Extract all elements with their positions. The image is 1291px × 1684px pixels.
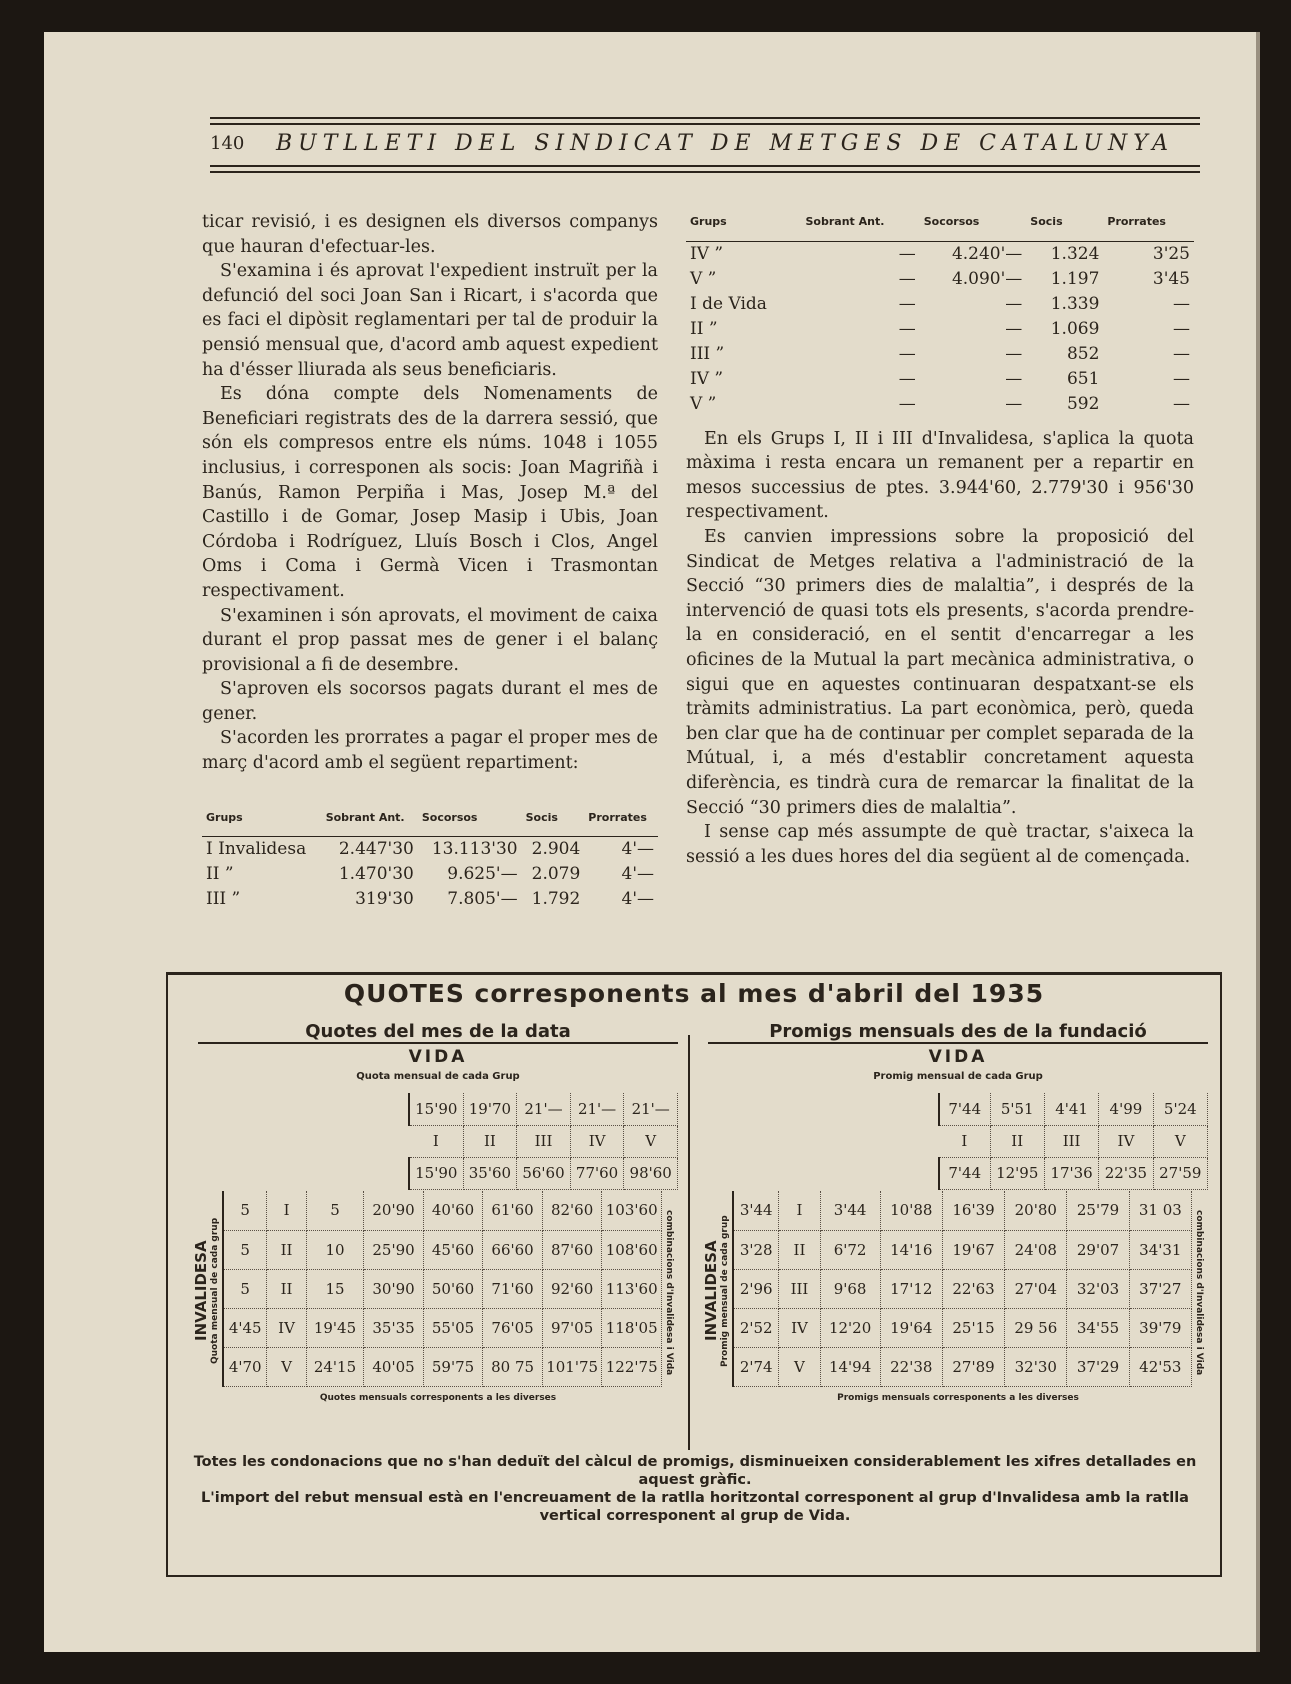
group-label: I	[939, 1125, 990, 1157]
group-label: I	[409, 1125, 463, 1157]
invalidesa-side-label: INVALIDESA	[192, 1240, 210, 1342]
vida-value: 5'51	[990, 1093, 1044, 1125]
table-cell: —	[1005, 343, 1023, 364]
vida-header-grid	[408, 1093, 678, 1190]
note: L'import del rebut mensual està en l'encreuament de la ratlla horitzontal corresponent al grup d'Invalidesa amb la ratlla vertical corresponent al grup de Vida.	[201, 1490, 1189, 1524]
table-cell: II ”	[206, 864, 234, 885]
invalidesa-group: II	[779, 1230, 820, 1269]
combination-value: 31 03	[1129, 1191, 1191, 1230]
vida-value: 21'—	[517, 1093, 571, 1125]
table-row	[686, 267, 1194, 292]
table-cell: III ”	[206, 889, 241, 910]
vida-header-row	[409, 1157, 678, 1189]
paragraph: En els Grups I, II i III d'Invalidesa, s'aplica la quota màxima i resta encara un remanent per a repartir en mesos successius de ptes. 3.944'60, 2.779'30 i 956'30 respectivament.	[686, 428, 1194, 523]
table-cell: —	[1173, 343, 1190, 364]
journal-title: BUTLLETI DEL SINDICAT DE METGES DE CATALUNYA	[276, 131, 1174, 156]
combination-value: 20'90	[364, 1191, 424, 1230]
invalidesa-quota: 2'52	[733, 1308, 779, 1347]
table-cell: —	[1173, 318, 1190, 339]
vida-value: 77'60	[570, 1157, 624, 1189]
page-header	[210, 117, 1200, 177]
column-header: Sobrant Ant.	[322, 806, 418, 837]
page-number: 140	[210, 133, 245, 154]
combination-value: 108'60	[602, 1230, 662, 1269]
combination-value: 50'60	[423, 1269, 483, 1308]
section-subtitle: Quotes del mes de la data	[198, 1021, 678, 1044]
invalidesa-quota: 3'44	[733, 1191, 779, 1230]
group-label: IV	[570, 1125, 624, 1157]
combination-value: 25'15	[942, 1308, 1004, 1347]
combination-value: 97'05	[542, 1308, 602, 1347]
combination-value: 22'38	[880, 1347, 942, 1386]
vida-value: 15'90	[409, 1093, 463, 1125]
invalidesa-cumulative: 6'72	[820, 1230, 880, 1269]
invalidesa-group: III	[779, 1269, 820, 1308]
paragraph: S'examinen i són aprovats, el moviment de caixa durant el prop passat mes de gener i el balanç provisional a fi de desembre.	[202, 605, 658, 675]
invalidesa-row	[733, 1308, 1192, 1347]
vida-header-row	[939, 1157, 1208, 1189]
table-cell: 2.079	[531, 864, 581, 885]
table-cell: II ”	[690, 318, 718, 339]
combination-value: 30'90	[364, 1269, 424, 1308]
invalidesa-group: II	[267, 1269, 306, 1308]
vida-header-row	[939, 1125, 1208, 1157]
table-cell: 1.470'30	[338, 864, 414, 885]
invalidesa-quota: 5	[223, 1269, 267, 1308]
column-header: Grups	[202, 806, 322, 837]
paragraph: ticar revisió, i es designen els diversos companys que hauran d'efectuar-les.	[202, 212, 658, 257]
combination-value: 39'79	[1129, 1308, 1191, 1347]
table-row	[202, 837, 658, 863]
vida-header-row	[939, 1093, 1208, 1125]
group-label: III	[1044, 1125, 1098, 1157]
table-cell: 319'30	[355, 889, 414, 910]
invalidesa-quota: 2'96	[733, 1269, 779, 1308]
combination-value: 37'27	[1129, 1269, 1191, 1308]
quotes-title: QUOTES corresponents al mes d'abril del 1935	[343, 979, 1045, 1008]
column-header: Prorrates	[1103, 210, 1194, 241]
invalidesa-row	[223, 1347, 662, 1386]
prorrates-table-right	[686, 210, 1194, 417]
combination-value: 32'03	[1067, 1269, 1129, 1308]
table-cell: 2.904	[531, 839, 581, 860]
combination-value: 92'60	[542, 1269, 602, 1308]
combination-value: 35'35	[364, 1308, 424, 1347]
combination-value: 71'60	[483, 1269, 543, 1308]
vida-value: 21'—	[570, 1093, 624, 1125]
table-cell: 4.090'—	[951, 268, 1023, 289]
invalidesa-quota: 5	[223, 1230, 267, 1269]
table-cell: I de Vida	[690, 293, 767, 314]
invalidesa-row	[223, 1269, 662, 1308]
combination-value: 80 75	[483, 1347, 543, 1386]
column-header: Grups	[686, 210, 802, 241]
invalidesa-grid	[222, 1191, 662, 1387]
invalidesa-cumulative: 3'44	[820, 1191, 880, 1230]
vida-value: 56'60	[517, 1157, 571, 1189]
combination-value: 14'16	[880, 1230, 942, 1269]
table-cell: IV ”	[690, 368, 724, 389]
vida-value: 7'44	[939, 1093, 990, 1125]
combination-value: 20'80	[1005, 1191, 1067, 1230]
column-header: Socorsos	[920, 210, 1027, 241]
combination-value: 19'67	[942, 1230, 1004, 1269]
invalidesa-cumulative: 12'20	[820, 1308, 880, 1347]
table-cell: IV ”	[690, 243, 724, 264]
table-cell: V ”	[690, 268, 717, 289]
table-row	[686, 241, 1194, 267]
table-cell: III ”	[690, 343, 725, 364]
paragraph: Es canvien impressions sobre la proposició del Sindicat de Metges relativa a l'administració de la Secció “30 primers dies de malaltia”, i després de la intervenció de quasi tots els presents, s'acorda prendre-la en consideració, en el sentit d'encarregar a les oficines de la Mutual la part mecànica administrativa, o sigui que en aquestes continuaran despatxant-se els tràmits administratius. La part econòmica, però, queda ben clar que ha de continuar per complet separada de la Mútual, i, a més d'establir concretament aquesta diferència, es tindrà cura de remarcar la finalitat de la Secció “30 primers dies de malaltia”.	[686, 526, 1194, 818]
vida-header-row	[409, 1125, 678, 1157]
combinations-side-label: combinacions d'Invalidesa i Vida	[1194, 1210, 1204, 1376]
paragraph: S'acorden les prorrates a pagar el proper mes de març d'acord amb el següent repartiment:	[202, 728, 658, 774]
table-cell: 1.792	[531, 889, 581, 910]
combination-value: 29'07	[1067, 1230, 1129, 1269]
table-cell: 3'25	[1152, 243, 1190, 264]
table-cell: —	[898, 293, 916, 314]
invalidesa-cumulative: 15	[306, 1269, 364, 1308]
combination-value: 25'79	[1067, 1191, 1129, 1230]
table-cell: —	[898, 368, 916, 389]
group-label: V	[1153, 1125, 1207, 1157]
table-cell: —	[898, 343, 916, 364]
invalidesa-group: I	[779, 1191, 820, 1230]
invalidesa-group: IV	[779, 1308, 820, 1347]
prorrates-table-left	[202, 806, 658, 913]
invalidesa-group: V	[267, 1347, 306, 1386]
quotes-current-month	[192, 1021, 678, 1451]
table-row	[686, 292, 1194, 317]
invalidesa-side-sublabel: Promig mensual de cada grup	[720, 1215, 730, 1367]
table-cell: —	[1005, 293, 1023, 314]
combination-value: 82'60	[542, 1191, 602, 1230]
invalidesa-side-sublabel: Quota mensual de cada grup	[210, 1217, 220, 1365]
vida-value: 21'—	[624, 1093, 678, 1125]
table-row	[202, 887, 658, 912]
column-header: Sobrant Ant.	[802, 210, 920, 241]
combination-value: 40'60	[423, 1191, 483, 1230]
table-cell: 4.240'—	[951, 243, 1023, 264]
vida-header-row	[409, 1093, 678, 1125]
vida-value: 98'60	[624, 1157, 678, 1189]
combination-value: 32'30	[1005, 1347, 1067, 1386]
combination-value: 37'29	[1067, 1347, 1129, 1386]
column-header: Prorrates	[584, 806, 658, 837]
quotes-averages	[702, 1021, 1208, 1451]
invalidesa-row	[223, 1191, 662, 1230]
vida-value: 27'59	[1153, 1157, 1207, 1189]
combination-value: 16'39	[942, 1191, 1004, 1230]
table-cell: —	[898, 393, 916, 414]
invalidesa-cumulative: 5	[306, 1191, 364, 1230]
vida-value: 7'44	[939, 1157, 990, 1189]
combination-value: 10'88	[880, 1191, 942, 1230]
combination-value: 22'63	[942, 1269, 1004, 1308]
note: Totes les condonacions que no s'han deduït del càlcul de promigs, disminueixen considerablement les xifres detallades en aquest gràfic.	[193, 1454, 1197, 1488]
invalidesa-group: I	[267, 1191, 306, 1230]
vida-value: 5'24	[1153, 1093, 1207, 1125]
table-cell: 1.339	[1050, 293, 1100, 314]
table-cell: 7.805'—	[447, 889, 518, 910]
paragraph: Es dóna compte dels Nomenaments de Beneficiari registrats des de la darrera sessió, que són els compresos entre els núms. 1048 i 1055 inclusius, i corresponen als socis: Joan Magriñà i Banús, Ramon Perpiña i Mas, Josep M.ª del Castillo i de Gomar, Josep Masip i Ubis, Joan Córdoba i Rodríguez, Lluís Bosch i Clos, Angel Oms i Coma i Germà Vicen i Trasmontan respectivament.	[202, 384, 658, 601]
table-cell: 3'45	[1152, 268, 1190, 289]
quotes-notes	[180, 1453, 1210, 1525]
invalidesa-cumulative: 9'68	[820, 1269, 880, 1308]
combination-value: 17'12	[880, 1269, 942, 1308]
group-label: II	[990, 1125, 1044, 1157]
vida-header-grid	[938, 1093, 1208, 1190]
table-cell: 1.324	[1050, 243, 1100, 264]
vida-value: 4'41	[1044, 1093, 1098, 1125]
invalidesa-grid	[732, 1191, 1192, 1387]
table-cell: —	[898, 268, 916, 289]
combination-value: 40'05	[364, 1347, 424, 1386]
combination-value: 122'75	[602, 1347, 662, 1386]
invalidesa-row	[223, 1308, 662, 1347]
combination-value: 24'08	[1005, 1230, 1067, 1269]
section-subtitle: Promigs mensuals des de la fundació	[708, 1021, 1208, 1044]
column-header: Socis	[1026, 210, 1103, 241]
combinations-side-label: combinacions d'Invalidesa i Vida	[664, 1210, 674, 1376]
left-column	[202, 210, 658, 912]
vida-value: 35'60	[463, 1157, 517, 1189]
table-cell: —	[898, 243, 916, 264]
invalidesa-group: V	[779, 1347, 820, 1386]
invalidesa-quota: 3'28	[733, 1230, 779, 1269]
invalidesa-group: IV	[267, 1308, 306, 1347]
combination-value: 66'60	[483, 1230, 543, 1269]
table-row	[686, 342, 1194, 367]
right-column	[686, 210, 1194, 869]
paragraph: S'aproven els socorsos pagats durant el mes de gener.	[202, 679, 658, 724]
vida-value: 22'35	[1099, 1157, 1153, 1189]
table-cell: 852	[1066, 343, 1100, 364]
combination-value: 55'05	[423, 1308, 483, 1347]
invalidesa-group: II	[267, 1230, 306, 1269]
combination-value: 45'60	[423, 1230, 483, 1269]
combination-value: 61'60	[483, 1191, 543, 1230]
combination-value: 118'05	[602, 1308, 662, 1347]
table-cell: 1.197	[1050, 268, 1100, 289]
invalidesa-row	[223, 1230, 662, 1269]
invalidesa-cumulative: 14'94	[820, 1347, 880, 1386]
table-cell: 651	[1066, 368, 1100, 389]
table-cell: —	[1173, 393, 1190, 414]
column-header: Socis	[522, 806, 585, 837]
invalidesa-quota: 2'74	[733, 1347, 779, 1386]
invalidesa-quota: 4'45	[223, 1308, 267, 1347]
combination-value: 29 56	[1005, 1308, 1067, 1347]
table-row	[686, 392, 1194, 417]
invalidesa-cumulative: 10	[306, 1230, 364, 1269]
table-cell: 13.113'30	[431, 839, 518, 860]
invalidesa-cumulative: 24'15	[306, 1347, 364, 1386]
group-label: IV	[1099, 1125, 1153, 1157]
combination-value: 59'75	[423, 1347, 483, 1386]
table-cell: 2.447'30	[338, 839, 414, 860]
table-cell: —	[1005, 318, 1023, 339]
vida-label: VIDA	[928, 1047, 988, 1067]
table-row	[202, 862, 658, 887]
group-label: V	[624, 1125, 678, 1157]
table-cell: V ”	[690, 393, 717, 414]
table-row	[686, 317, 1194, 342]
invalidesa-quota: 4'70	[223, 1347, 267, 1386]
combination-value: 27'04	[1005, 1269, 1067, 1308]
vida-value: 4'99	[1099, 1093, 1153, 1125]
table-cell: 1.069	[1050, 318, 1100, 339]
scanned-page	[44, 32, 1260, 1652]
vida-value: 12'95	[990, 1157, 1044, 1189]
invalidesa-cumulative: 19'45	[306, 1308, 364, 1347]
invalidesa-side-label: INVALIDESA	[702, 1240, 720, 1342]
vida-value: 19'70	[463, 1093, 517, 1125]
combination-value: 101'75	[542, 1347, 602, 1386]
invalidesa-row	[733, 1191, 1192, 1230]
grid-foot-label: Quotes mensuals corresponents a les diverses	[319, 1393, 557, 1403]
vida-value: 17'36	[1044, 1157, 1098, 1189]
group-label: II	[463, 1125, 517, 1157]
combination-value: 87'60	[542, 1230, 602, 1269]
combination-value: 113'60	[602, 1269, 662, 1308]
table-cell: 4'—	[621, 889, 654, 910]
table-cell: 4'—	[621, 864, 654, 885]
invalidesa-quota: 5	[223, 1191, 267, 1230]
table-cell: —	[898, 318, 916, 339]
combination-value: 25'90	[364, 1230, 424, 1269]
table-cell: —	[1005, 368, 1023, 389]
combination-value: 76'05	[483, 1308, 543, 1347]
combination-value: 19'64	[880, 1308, 942, 1347]
vida-sublabel: Quota mensual de cada Grup	[356, 1071, 520, 1082]
paragraph: S'examina i és aprovat l'expedient instruït per la defunció del soci Joan San i Ricart, i s'acorda que es faci el dipòsit reglamentari per tal de produir la pensió mensual que, d'acord amb aquest expedient ha d'ésser lliurada als seus beneficiaris.	[202, 261, 658, 380]
quotes-box	[166, 972, 1222, 1577]
vida-sublabel: Promig mensual de cada Grup	[873, 1071, 1043, 1082]
grid-foot-label: Promigs mensuals corresponents a les diverses	[837, 1393, 1079, 1403]
vida-value: 15'90	[409, 1157, 463, 1189]
table-cell: —	[1173, 293, 1190, 314]
invalidesa-row	[733, 1347, 1192, 1386]
table-cell: —	[1173, 368, 1190, 389]
combination-value: 34'55	[1067, 1308, 1129, 1347]
table-cell: 4'—	[621, 839, 654, 860]
invalidesa-row	[733, 1230, 1192, 1269]
table-cell: —	[1005, 393, 1023, 414]
table-cell: 592	[1066, 393, 1100, 414]
combination-value: 27'89	[942, 1347, 1004, 1386]
combination-value: 42'53	[1129, 1347, 1191, 1386]
paragraph: I sense cap més assumpte de què tractar, s'aixeca la sessió a les dues hores del dia següent al de començada.	[686, 822, 1194, 867]
vida-label: VIDA	[408, 1047, 468, 1067]
table-cell: I Invalidesa	[206, 839, 307, 860]
table-cell: 9.625'—	[447, 864, 518, 885]
invalidesa-row	[733, 1269, 1192, 1308]
combination-value: 34'31	[1129, 1230, 1191, 1269]
combination-value: 103'60	[602, 1191, 662, 1230]
column-header: Socorsos	[418, 806, 522, 837]
group-label: III	[517, 1125, 571, 1157]
table-row	[686, 367, 1194, 392]
